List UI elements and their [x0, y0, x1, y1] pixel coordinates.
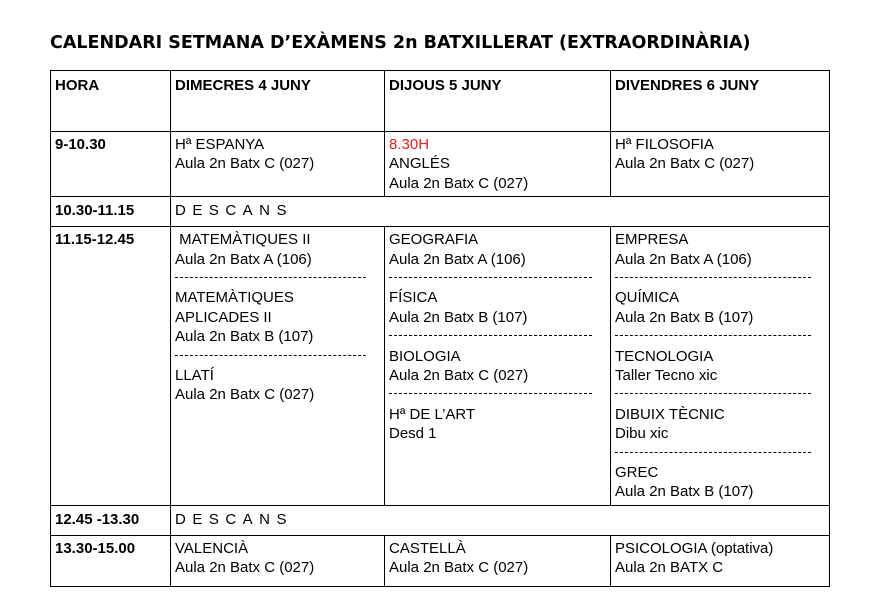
exam-room: Aula 2n Batx C (027): [175, 155, 315, 173]
break-label: DESCANS: [171, 197, 830, 227]
table-row: [51, 535, 830, 586]
header-dimecres: DIMECRES 4 JUNY: [171, 71, 385, 132]
exam-room: Aula 2n Batx B (107): [175, 328, 314, 346]
header-divendres: DIVENDRES 6 JUNY: [611, 71, 830, 132]
exam-room: Aula 2n Batx C (027): [389, 367, 529, 385]
exam-subject: DIBUIX TÈCNIC: [615, 405, 725, 423]
hora-cell: 9-10.30: [51, 132, 171, 197]
dashed-divider: [615, 444, 825, 463]
exam-room: Aula 2n Batx C (027): [615, 155, 755, 173]
exam-start-time: 8.30H: [389, 136, 430, 153]
exam-subject: FÍSICA: [389, 289, 438, 307]
exam-room: Aula 2n Batx A (106): [389, 250, 526, 268]
exam-subject: PSICOLOGIA (optativa): [615, 539, 774, 557]
dashed-divider: [615, 327, 825, 346]
exam-subject: GEOGRAFIA: [389, 231, 479, 249]
table-row: [51, 132, 830, 197]
exam-subject: Hª ESPANYA: [175, 136, 265, 153]
break-row: [51, 197, 830, 227]
exam-room: Aula 2n Batx C (027): [175, 386, 315, 404]
exam-cell: [385, 535, 611, 586]
exam-cell: [171, 132, 385, 197]
exam-subject: MATEMÀTIQUES: [175, 289, 294, 307]
exam-subject: Hª FILOSOFIA: [615, 136, 714, 153]
exam-subject: VALENCIÀ: [175, 539, 249, 557]
exam-room: Aula 2n BATX C: [615, 559, 724, 577]
exam-cell: [385, 132, 611, 197]
exam-subject: ANGLÉS: [389, 155, 450, 173]
exam-room: Aula 2n Batx B (107): [389, 308, 528, 326]
exam-subject: APLICADES II: [175, 308, 272, 326]
break-label: DESCANS: [171, 505, 830, 535]
dashed-divider: [389, 327, 606, 346]
exam-room: Aula 2n Batx A (106): [615, 250, 752, 268]
hora-cell: 10.30-11.15: [51, 197, 171, 227]
page-title: CALENDARI SETMANA D’EXÀMENS 2n BATXILLERAT (EXTRAORDINÀRIA): [50, 33, 751, 53]
dashed-divider: [175, 269, 380, 288]
exam-cell: [171, 227, 385, 506]
table-row: [51, 227, 830, 506]
exam-room: Aula 2n Batx C (027): [389, 559, 529, 577]
header-dijous: DIJOUS 5 JUNY: [385, 71, 611, 132]
exam-cell: [385, 227, 611, 506]
hora-cell: 13.30-15.00: [51, 535, 171, 586]
exam-cell: [611, 132, 830, 197]
exam-calendar-table: [50, 70, 830, 587]
hora-cell: 11.15-12.45: [51, 227, 171, 506]
exam-subject: GREC: [615, 464, 659, 482]
exam-cell: [611, 227, 830, 506]
exam-room: Aula 2n Batx C (027): [175, 559, 315, 577]
header-row: [51, 71, 830, 132]
exam-room: Desd 1: [389, 425, 437, 443]
exam-room: Dibu xic: [615, 425, 669, 443]
exam-cell: [171, 535, 385, 586]
dashed-divider: [389, 385, 606, 404]
dashed-divider: [615, 385, 825, 404]
break-row: [51, 505, 830, 535]
exam-room: Aula 2n Batx A (106): [175, 250, 312, 268]
dashed-divider: [389, 269, 606, 288]
exam-room: Aula 2n Batx B (107): [615, 483, 754, 501]
exam-subject: LLATÍ: [175, 367, 214, 385]
exam-subject: EMPRESA: [615, 231, 689, 249]
exam-room: Aula 2n Batx B (107): [615, 308, 754, 326]
exam-subject: BIOLOGIA: [389, 347, 461, 365]
header-hora: HORA: [51, 71, 171, 132]
dashed-divider: [175, 347, 380, 366]
exam-subject: QUÍMICA: [615, 289, 680, 307]
exam-cell: [611, 535, 830, 586]
exam-subject: CASTELLÀ: [389, 539, 466, 557]
dashed-divider: [615, 269, 825, 288]
exam-subject: MATEMÀTIQUES II: [175, 231, 311, 249]
exam-room: Taller Tecno xic: [615, 367, 718, 385]
exam-subject: TECNOLOGIA: [615, 347, 714, 365]
exam-subject: Hª DE L’ART: [389, 405, 476, 423]
exam-room: Aula 2n Batx C (027): [389, 174, 529, 192]
hora-cell: 12.45 -13.30: [51, 505, 171, 535]
